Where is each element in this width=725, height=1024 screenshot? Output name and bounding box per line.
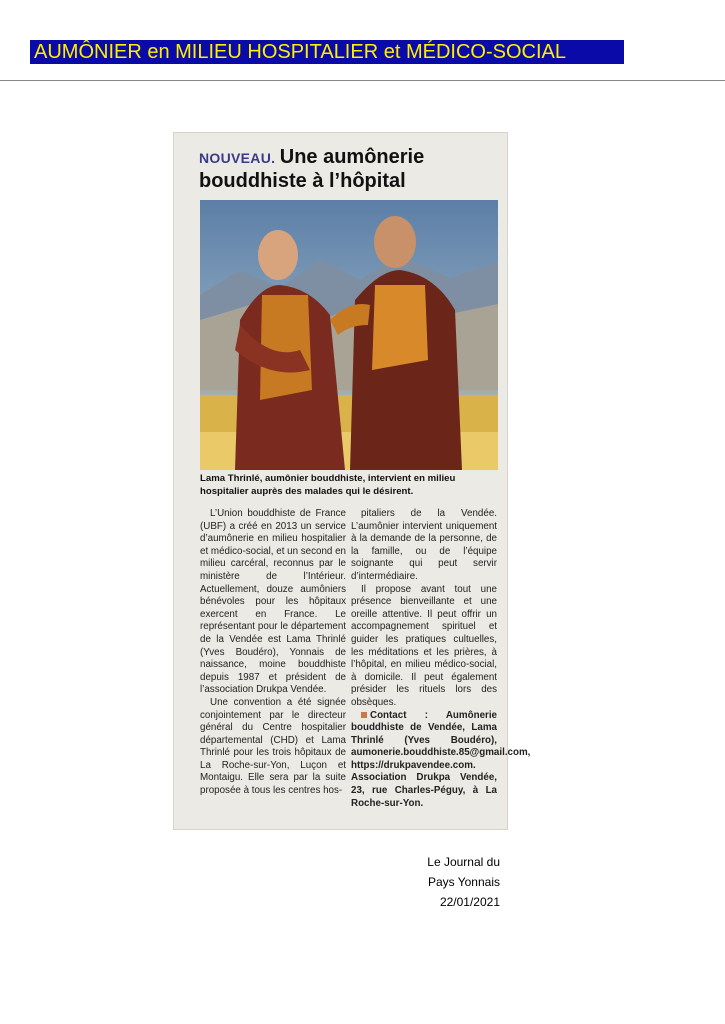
source-citation <box>427 852 500 912</box>
newspaper-clipping <box>173 132 531 830</box>
source-date: 22/01/2021 <box>439 895 500 909</box>
contact-text: Contact : Aumônerie bouddhiste de Vendée, Lama Thrinlé (Yves Boudéro), aumonerie.bouddhiste.85@gmail.com, https://drukpavendee.com. Association Drukpa Vendée, 23, rue Charles-Péguy, à La Roche-sur-Yon. <box>351 709 531 809</box>
article-column-2 <box>351 508 531 810</box>
article-kicker: NOUVEAU. <box>199 150 276 166</box>
contact-block <box>351 709 531 811</box>
monks-photo-illustration <box>200 200 498 470</box>
article-title-line1: Une aumônerie <box>279 146 425 168</box>
header-divider <box>0 80 725 81</box>
article-column-1 <box>200 508 346 798</box>
photo-caption: Lama Thrinlé, aumônier bouddhiste, intervient en milieu hospitalier auprès des malades qui le désirent. <box>200 473 456 497</box>
column2-paragraph-1: pitaliers de la Vendée. L’aumônier intervient uniquement à la demande de la personne, de la famille, ou de l’équipe soignante qui peut servir d’intermédiaire. <box>351 508 497 582</box>
article-photo <box>200 200 498 492</box>
article-title-line2: bouddhiste à l’hôpital <box>199 170 406 192</box>
column2-paragraph-2: Il propose avant tout une présence bienveillante et une oreille attentive. Il peut offrir un accompagnement spirituel et guider les pratiques cultuelles, les méditations et les prières, à l’hôpital, en milieu médico-social, à domicile. Il peut également présider les rituels lors des obsèques. <box>351 583 497 708</box>
column1-paragraph-2: Une convention a été signée conjointement par le directeur général du Centre hospitalier départemental (CHD) et Lama Thrinlé pour les trois hôpitaux de La Roche-sur-Yon, Luçon et Montaigu. Elle sera par la suite proposée à tous les centres hos- <box>200 696 346 797</box>
bullet-square-icon <box>361 712 367 718</box>
column1-paragraph-1: L’Union bouddhiste de France (UBF) a créé en 2013 un service d’aumônerie en milieu hospitalier et médico-social, et un second en milieu carcéral, reconnus par le ministère de l’Intérieur. Actuellement, douze aumôniers bénévoles pour les hôpitaux exercent en France. Le représentant pour le département de la Vendée est Lama Thrinlé (Yves Boudéro), Yonnais de naissance, moine bouddhiste depuis 1987 et président de l’association Drukpa Vendée. <box>200 508 346 696</box>
article-headline <box>199 146 499 192</box>
page-banner-title: AUMÔNIER en MILIEU HOSPITALIER et MÉDICO-SOCIAL <box>30 40 624 64</box>
source-line-1: Le Journal du <box>427 855 500 869</box>
source-line-2: Pays Yonnais <box>427 875 500 889</box>
